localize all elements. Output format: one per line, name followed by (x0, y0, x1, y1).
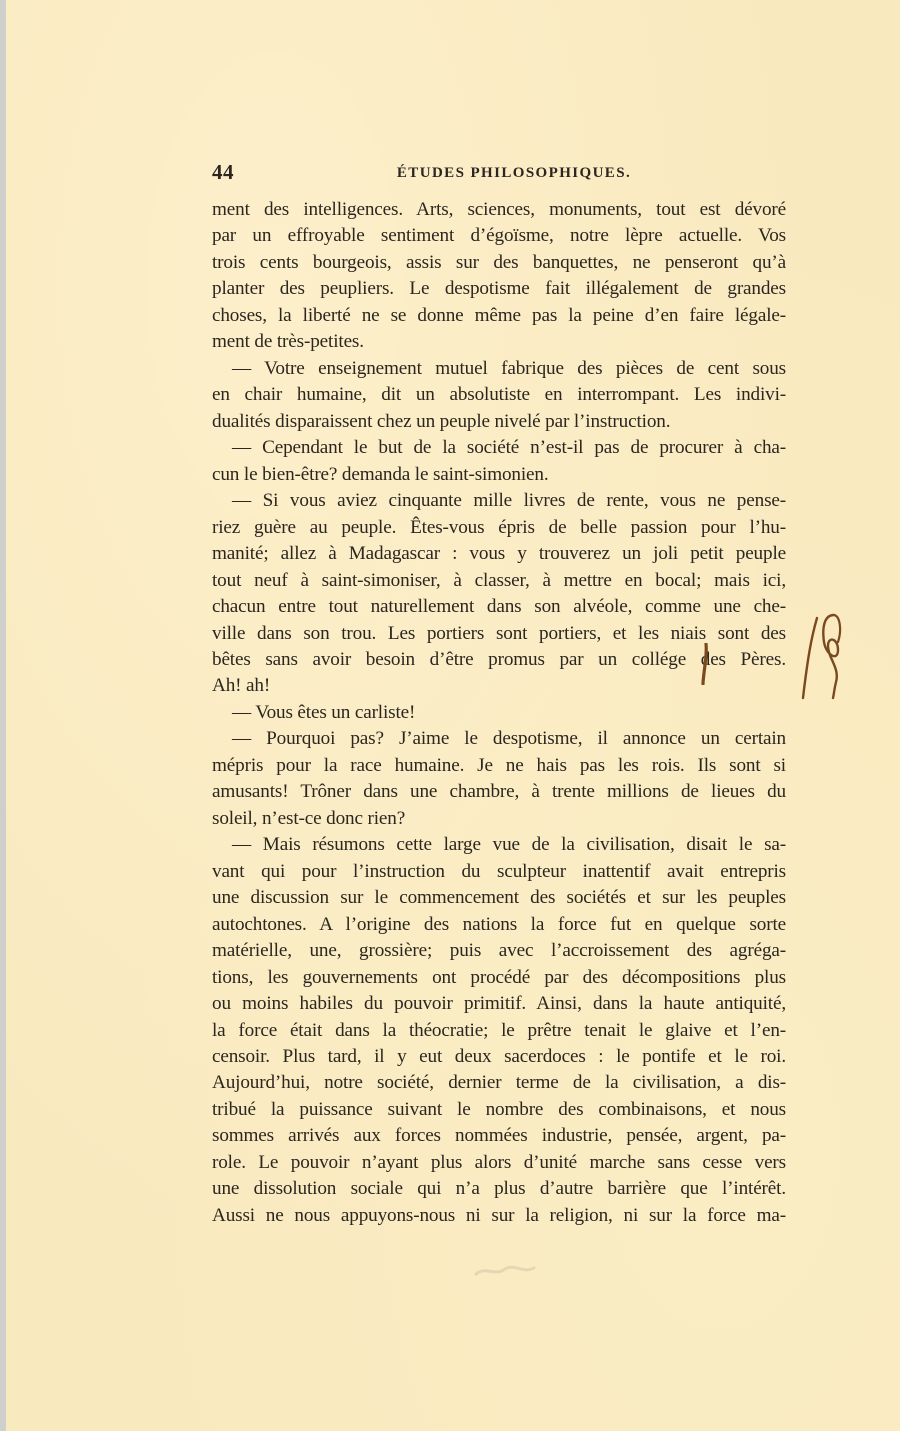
text-line: bêtes sans avoir besoin d’être promus par un collége des Pères. (212, 648, 786, 670)
text-line: tions, les gouvernements ont procédé par des décompositions plus (212, 966, 786, 988)
text-line: chacun entre tout naturellement dans son alvéole, comme une che- (212, 596, 786, 618)
pen-correction-mark (700, 643, 710, 685)
text-line: mépris pour la race humaine. Je ne hais pas les rois. Ils sont si (212, 754, 786, 776)
text-line: Aussi ne nous appuyons-nous ni sur la religion, ni sur la force ma- (212, 1204, 786, 1226)
text-line: en chair humaine, dit un absolutiste en interrompant. Les indivi- (212, 384, 786, 406)
text-line: une dissolution sociale qui n’a plus d’autre barrière que l’intérêt. (212, 1178, 786, 1200)
text-line: — Pourquoi pas? J’aime le despotisme, il annonce un certain (232, 728, 786, 750)
text-line: — Si vous aviez cinquante mille livres de rente, vous ne pense- (232, 490, 786, 512)
text-line: ment de très-petites. (212, 331, 364, 353)
page-number: 44 (212, 160, 234, 184)
text-line: matérielle, une, grossière; puis avec l’accroissement des agréga- (212, 940, 786, 962)
text-line: choses, la liberté ne se donne même pas la peine d’en faire légale- (212, 304, 786, 326)
text-line: sommes arrivés aux forces nommées industrie, pensée, argent, pa- (212, 1125, 786, 1147)
text-line: censoir. Plus tard, il y eut deux sacerdoces : le pontife et le roi. (212, 1046, 786, 1067)
running-head (212, 160, 786, 184)
text-line: soleil, n’est-ce donc rien? (212, 807, 406, 829)
text-line: ville dans son trou. Les portiers sont portiers, et les niais sont des (212, 622, 786, 644)
margin-note-handwritten-18 (800, 610, 850, 705)
text-line: manité; allez à Madagascar : vous y trouverez un joli petit peuple (212, 543, 786, 565)
text-line: tout neuf à saint-simoniser, à classer, à mettre en bocal; mais ici, (212, 569, 786, 591)
text-line: ou moins habiles du pouvoir primitif. Ainsi, dans la haute antiquité, (212, 993, 786, 1015)
text-line: la force était dans la théocratie; le prêtre tenait le glaive et l’en- (212, 1019, 786, 1041)
body-text (212, 197, 786, 1229)
text-line: trois cents bourgeois, assis sur des banquettes, ne penseront qu’à (212, 251, 786, 273)
text-line: — Mais résumons cette large vue de la civilisation, disait le sa- (232, 834, 786, 856)
text-line: riez guère au peuple. Êtes-vous épris de belle passion pour l’hu- (212, 516, 786, 538)
ink-bleed-through (470, 1255, 560, 1285)
text-line: role. Le pouvoir n’ayant plus alors d’unité marche sans cesse vers (212, 1151, 786, 1173)
text-line: — Vous êtes un carliste! (232, 701, 416, 723)
text-line: dualités disparaissent chez un peuple nivelé par l’instruction. (212, 410, 671, 432)
text-line: tribué la puissance suivant le nombre des combinaisons, et nous (212, 1098, 786, 1120)
text-line: — Votre enseignement mutuel fabrique des pièces de cent sous (232, 357, 786, 379)
text-line: planter des peupliers. Le despotisme fait illégalement de grandes (212, 278, 786, 300)
text-line: amusants! Trôner dans une chambre, à trente millions de lieues du (212, 781, 786, 803)
text-line: — Cependant le but de la société n’est-il pas de procurer à cha- (232, 437, 786, 459)
text-line: ment des intelligences. Arts, sciences, monuments, tout est dévoré (212, 199, 786, 220)
text-line: Ah! ah! (212, 675, 271, 697)
text-line: une discussion sur le commencement des sociétés et sur les peuples (212, 887, 786, 909)
text-line: vant qui pour l’instruction du sculpteur inattentif avait entrepris (212, 860, 786, 882)
text-line: Aujourd’hui, notre société, dernier terme de la civilisation, a dis- (212, 1072, 786, 1094)
text-line: cun le bien-être? demanda le saint-simonien. (212, 463, 549, 485)
running-title: ÉTUDES PHILOSOPHIQUES. (396, 165, 632, 181)
text-line: par un effroyable sentiment d’égoïsme, notre lèpre actuelle. Vos (212, 225, 786, 247)
text-line: autochtones. A l’origine des nations la force fut en quelque sorte (212, 913, 786, 935)
